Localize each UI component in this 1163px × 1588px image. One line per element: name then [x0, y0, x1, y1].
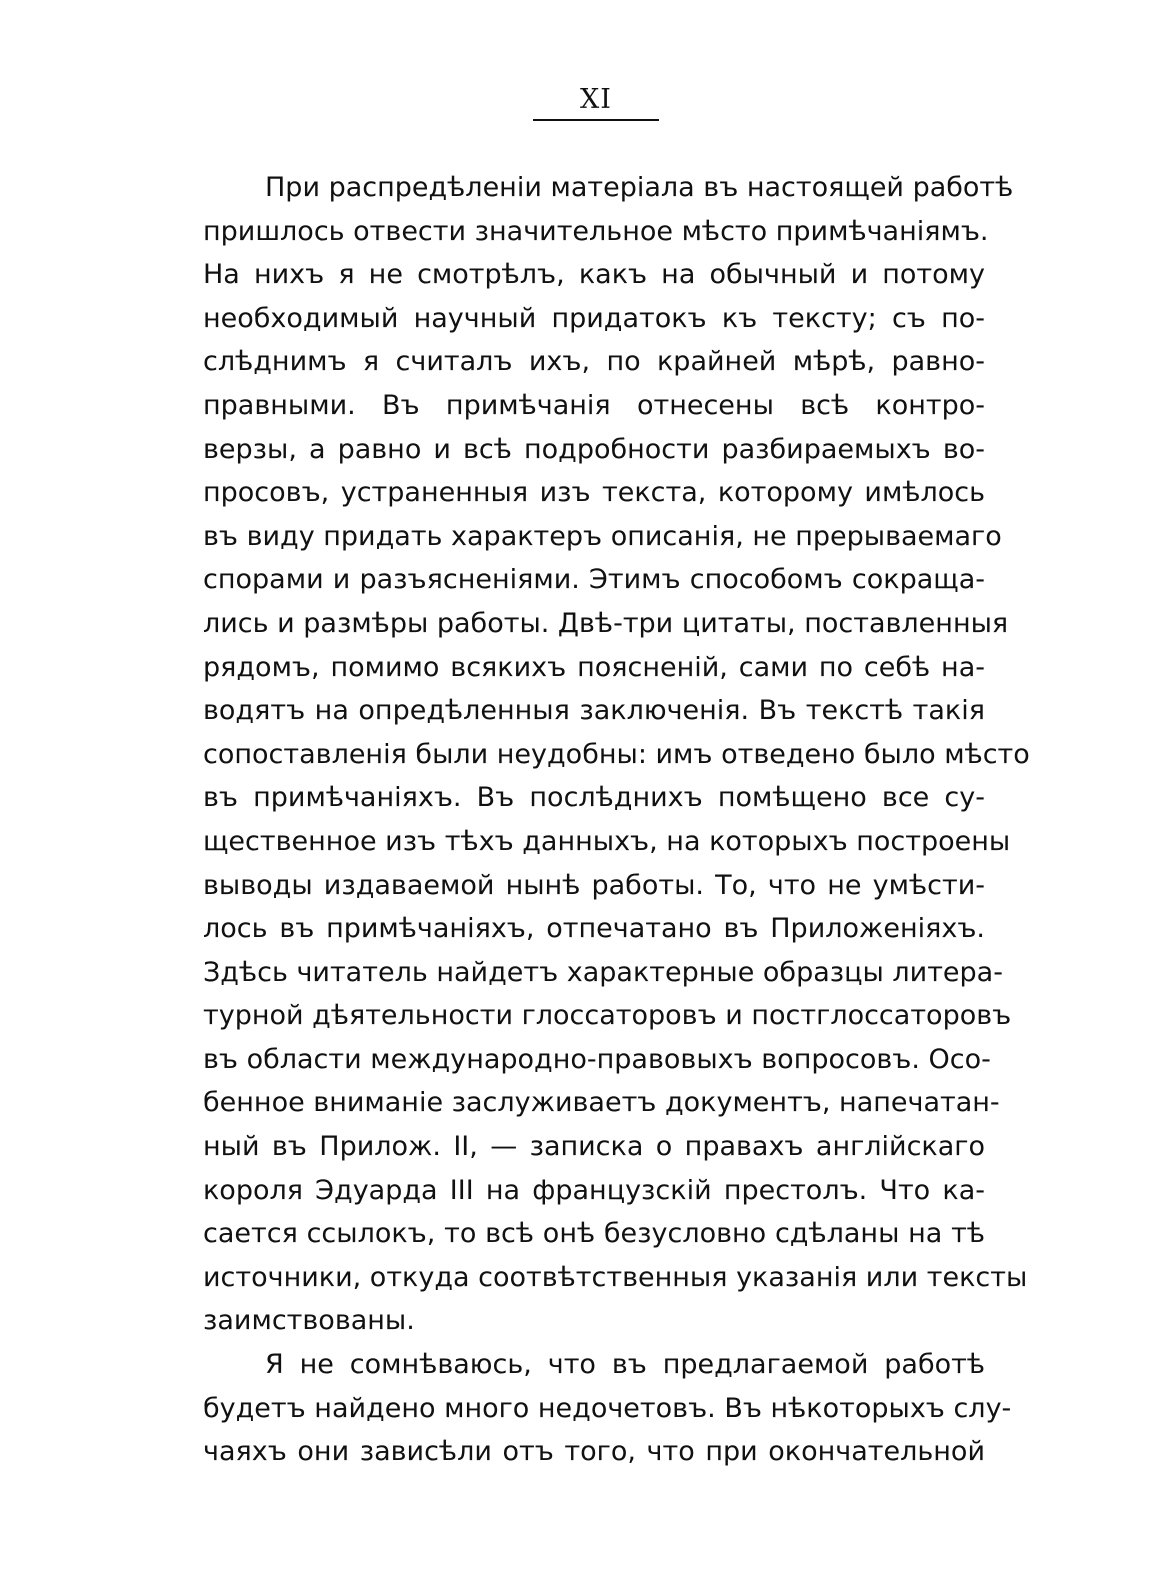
paragraph [203, 1343, 1012, 1474]
text-line: выводы издаваемой нынѣ работы. То, что не умѣсти- [203, 869, 985, 901]
text-line: будетъ найдено много недочетовъ. Въ нѣкоторыхъ слу- [203, 1392, 1012, 1424]
text-line: лись и размѣры работы. Двѣ-три цитаты, поставленныя [203, 607, 1009, 639]
text-line: На нихъ я не смотрѣлъ, какъ на обычный и потому [203, 259, 985, 291]
text-line: спорами и разъясненіями. Этимъ способомъ сокраща- [203, 564, 985, 596]
text-line: просовъ, устраненныя изъ текста, которому имѣлось [203, 477, 985, 509]
text-line: рядомъ, помимо всякихъ поясненій, сами по себѣ на- [203, 651, 985, 683]
text-line: пришлось отвести значительное мѣсто примѣчаніямъ. [203, 215, 989, 247]
body-text [203, 166, 1030, 1474]
text-line: верзы, а равно и всѣ подробности разбираемыхъ во- [203, 433, 985, 465]
text-line: бенное вниманіе заслуживаетъ документъ, напечатан- [203, 1087, 1000, 1119]
page-number-rule [533, 119, 659, 121]
text-line: необходимый научный придатокъ къ тексту; съ по- [203, 302, 985, 334]
text-line: источники, откуда соотвѣтственныя указанія или тексты [203, 1261, 1028, 1293]
text-line: водятъ на опредѣленныя заключенія. Въ текстѣ такія [203, 695, 985, 727]
text-line: турной дѣятельности глоссаторовъ и постглоссаторовъ [203, 1000, 1012, 1032]
page-number: XI [580, 84, 612, 115]
text-line: въ виду придать характеръ описанія, не прерываемаго [203, 520, 1002, 552]
text-line: ный въ Прилож. II, — записка о правахъ англійскаго [203, 1131, 985, 1163]
text-line: въ примѣчаніяхъ. Въ послѣднихъ помѣщено все су- [203, 782, 985, 814]
text-line: правными. Въ примѣчанія отнесены всѣ контро- [203, 389, 985, 421]
text-line: сается ссылокъ, то всѣ онѣ безусловно сдѣланы на тѣ [203, 1218, 985, 1250]
text-line: лось въ примѣчаніяхъ, отпечатано въ Приложеніяхъ. [203, 913, 985, 945]
text-line: Здѣсь читатель найдетъ характерные образцы литера- [203, 956, 1003, 988]
text-line: въ области международно-правовыхъ вопросовъ. Осо- [203, 1043, 991, 1075]
text-line: Я не сомнѣваюсь, что въ предлагаемой работѣ [265, 1349, 985, 1381]
text-line: щественное изъ тѣхъ данныхъ, на которыхъ построены [203, 825, 1011, 857]
text-line: слѣднимъ я считалъ ихъ, по крайней мѣрѣ, равно- [203, 346, 985, 378]
text-line: короля Эдуарда III на французскій престолъ. Что ка- [203, 1174, 985, 1206]
text-line: заимствованы. [203, 1305, 415, 1337]
text-line: При распредѣленіи матеріала въ настоящей работѣ [265, 172, 1014, 203]
text-line: сопоставленія были неудобны: имъ отведено было мѣсто [203, 738, 1030, 770]
text-line: чаяхъ они зависѣли отъ того, что при окончательной [203, 1436, 985, 1468]
paragraph [203, 166, 1030, 1343]
